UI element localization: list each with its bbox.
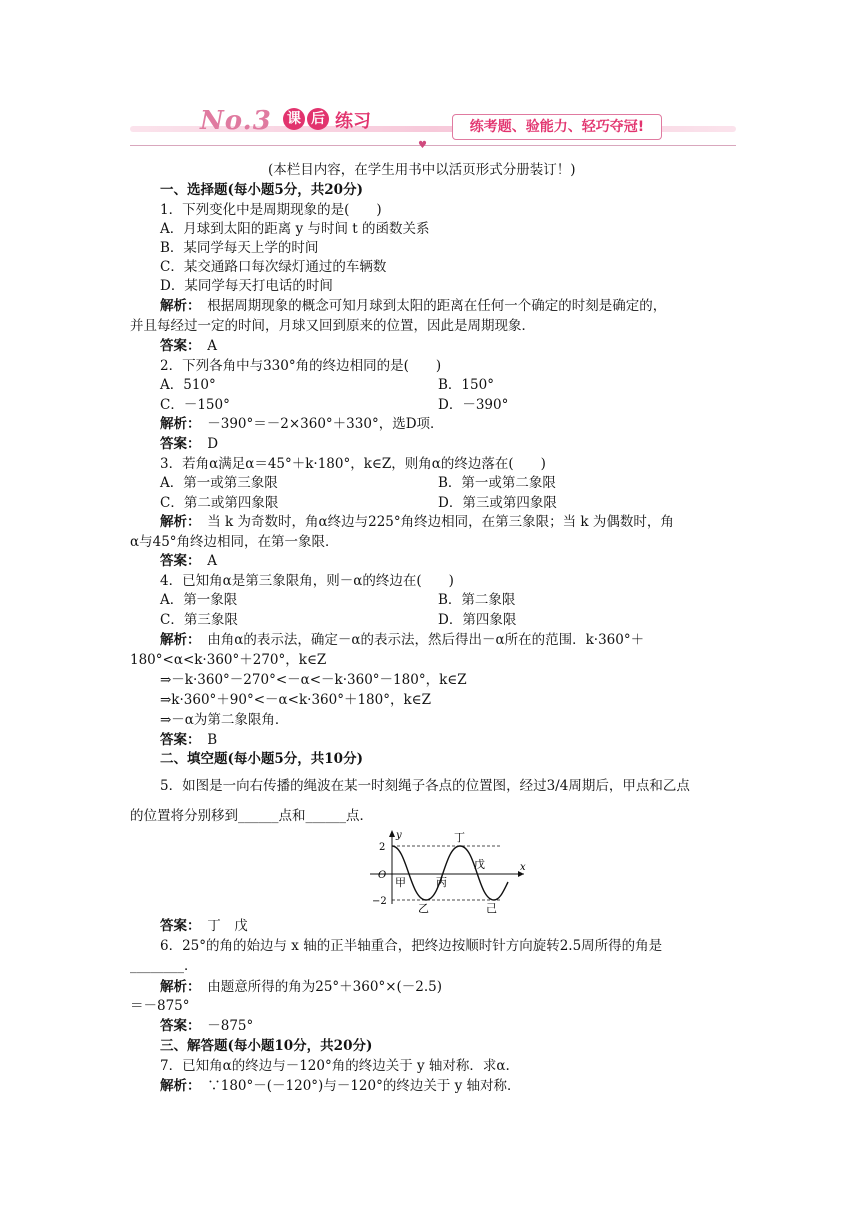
text-line: 的位置将分别移到______点和______点．	[130, 808, 373, 824]
text-line: C．某交通路口每次绿灯通过的车辆数	[160, 259, 387, 275]
text-line: B．某同学每天上学的时间	[160, 240, 319, 256]
text-line: C．第二或第四象限	[160, 495, 279, 511]
text-line: 答案： －875°	[160, 1018, 254, 1034]
text-line: C．－150°	[160, 397, 230, 413]
banner-underline	[130, 145, 736, 146]
text-line: 3．若角α满足α＝45°＋k·180°，k∈Z，则角α的终边落在( )	[160, 456, 546, 472]
option-right: D．第四象限	[438, 612, 517, 628]
text-line: 180°<α<k·360°＋270°，k∈Z	[130, 652, 327, 668]
banner-tag-ke: 课	[283, 108, 305, 130]
text-line: 答案： A	[160, 338, 217, 354]
banner-slogan: 练考题、验能力、轻巧夺冠!	[452, 114, 662, 140]
wave-curve	[392, 846, 508, 900]
text-line: D．某同学每天打电话的时间	[160, 278, 333, 294]
text-line: 答案： D	[160, 436, 219, 452]
text-line: ________．	[130, 958, 198, 974]
point-bing: 丙	[436, 876, 447, 889]
text-line: 一、选择题(每小题5分，共20分)	[160, 182, 363, 198]
option-right: D．－390°	[438, 397, 509, 413]
text-line: 1．下列变化中是周期现象的是( )	[160, 202, 382, 218]
text-line: 解析： －390°＝－2×360°＋330°，选D项．	[160, 416, 444, 432]
text-line: 答案： B	[160, 732, 218, 748]
text-line: (本栏目内容，在学生用书中以活页形式分册装订！)	[268, 162, 576, 178]
y-tick-bottom: −2	[372, 896, 387, 907]
text-line: A．510°	[160, 377, 216, 393]
text-line: α与45°角终边相同，在第一象限．	[130, 534, 339, 550]
text-line: A．第一或第三象限	[160, 475, 278, 491]
option-right: B．第一或第二象限	[438, 475, 556, 491]
text-line: 解析： 根据周期现象的概念可知月球到太阳的距离在任何一个确定的时刻是确定的，	[160, 298, 667, 314]
text-line: 4．已知角α是第三象限角，则－α的终边在( )	[160, 573, 454, 589]
banner-label: 练习	[335, 111, 371, 132]
text-line: 6．25°的角的始边与 x 轴的正半轴重合，把终边按顺时针方向旋转2.5周所得的角是	[160, 938, 663, 954]
text-line: 5．如图是一向右传播的绳波在某一时刻绳子各点的位置图，经过3/4周期后，甲点和乙点	[160, 778, 690, 794]
text-line: 解析： 当 k 为奇数时，角α终边与225°角终边相同，在第三象限；当 k 为偶数时，角	[160, 514, 674, 530]
text-line: A．第一象限	[160, 592, 238, 608]
text-line: ⇒k·360°＋90°<－α<k·360°＋180°，k∈Z	[160, 692, 432, 708]
text-line: 答案： 丁 戊	[160, 918, 248, 934]
text-line: 答案： A	[160, 553, 217, 569]
point-ding: 丁	[454, 831, 465, 844]
origin-label: O	[378, 870, 387, 881]
text-line: 三、解答题(每小题10分，共20分)	[160, 1038, 373, 1054]
text-line: C．第三象限	[160, 612, 238, 628]
banner-tag-hou: 后	[307, 108, 329, 130]
option-right: B．第二象限	[438, 592, 516, 608]
y-axis-label: y	[396, 830, 402, 841]
option-right: D．第三或第四象限	[438, 495, 557, 511]
text-line: ⇒－k·360°－270°<－α<－k·360°－180°，k∈Z	[160, 672, 467, 688]
x-axis-label: x	[520, 862, 526, 873]
text-line: 解析： 由题意所得的角为25°＋360°×(－2.5)	[160, 979, 443, 995]
text-line: ＝－875°	[130, 998, 190, 1014]
section-number: No.3	[200, 106, 272, 136]
option-right: B．150°	[438, 377, 494, 393]
point-jia: 甲	[395, 876, 406, 889]
point-ji: 己	[486, 902, 497, 915]
text-line: 二、填空题(每小题5分，共10分)	[160, 751, 363, 767]
text-line: 解析： ∵180°－(－120°)与－120°的终边关于 y 轴对称．	[160, 1078, 521, 1094]
y-tick-top: 2	[379, 842, 386, 853]
text-line: 解析： 由角α的表示法，确定－α的表示法，然后得出－α所在的范围．k·360°＋	[160, 632, 645, 648]
text-line: 2．下列各角中与330°角的终边相同的是( )	[160, 358, 442, 374]
text-line: ⇒－α为第二象限角．	[160, 712, 289, 728]
wave-figure	[362, 828, 532, 915]
point-yi: 乙	[418, 902, 429, 915]
text-line: A．月球到太阳的距离 y 与时间 t 的函数关系	[160, 221, 430, 237]
point-wu: 戊	[474, 858, 485, 871]
heart-icon: ♥	[418, 140, 427, 151]
header-banner	[130, 104, 736, 151]
text-line: 并且每经过一定的时间，月球又回到原来的位置，因此是周期现象．	[130, 318, 535, 334]
text-line: 7．已知角α的终边与－120°角的终边关于 y 轴对称．求α.	[160, 1058, 510, 1074]
